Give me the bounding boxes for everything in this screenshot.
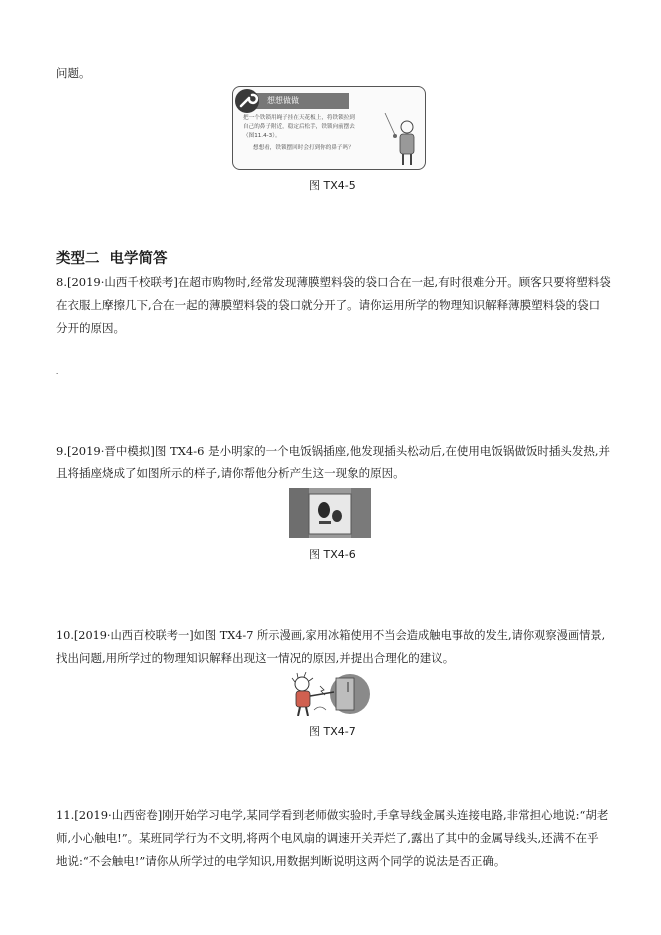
figure-caption: 图 TX4-6 (309, 548, 356, 561)
question-number: 10. (56, 629, 74, 642)
question-text: 找出问题,用所学过的物理知识解释出现这一情况的原因,并提出合理化的建议。 (56, 651, 455, 665)
figure-text-line: （图11.4-3）。 (243, 133, 281, 139)
burnt-socket-photo (289, 488, 371, 538)
wrench-icon (235, 89, 259, 113)
stray-dot: · (56, 370, 59, 378)
question-text: 如图 TX4-7 所示漫画,家用冰箱使用不当会造成触电事故的发生,请你观察漫画情景, (193, 629, 606, 642)
question-10 (56, 628, 605, 644)
question-text: 分开的原因。 (56, 321, 125, 335)
question-8 (56, 274, 611, 290)
question-source: [2019·晋中模拟] (66, 444, 155, 458)
question-source: [2019·山西密卷] (74, 808, 163, 822)
figure-text-line: 自己的鼻子附近，稳定后松手，铁锁向前摆去 (243, 124, 355, 130)
section-heading (56, 247, 168, 268)
intro-text: 问题。 (56, 66, 91, 80)
figure-text-line: 想想看，铁锁摆回时会打到你的鼻子吗？ (253, 145, 354, 151)
question-text: 刚开始学习电学,某同学看到老师做实验时,手拿导线金属头连接电路,非常担心地说:“胡老 (162, 808, 609, 822)
question-number: 8. (56, 275, 67, 289)
section-label: 类型二 (56, 251, 100, 267)
question-text: 在衣服上摩擦几下,合在一起的薄膜塑料袋的袋口就分开了。请你运用所学的物理知识解释薄膜塑料袋的袋口 (56, 298, 601, 312)
question-text: 地说:“不会触电!”请你从所学过的电学知识,用数据判断说明这两个同学的说法是否正确。 (56, 854, 506, 868)
figure-text-line: 把一个铁锁用绳子挂在天花板上，将铁锁拉到 (243, 115, 355, 121)
question-9 (56, 443, 610, 459)
figure-caption: 图 TX4-7 (309, 725, 356, 738)
question-11 (56, 807, 608, 823)
fridge-shock-cartoon (290, 672, 370, 716)
question-text: 且将插座烧成了如图所示的样子,请你帮他分析产生这一现象的原因。 (56, 466, 405, 480)
section-title: 电学简答 (109, 251, 168, 267)
figure-tx4-5 (232, 86, 426, 170)
person-pendulum-illustration (381, 113, 421, 165)
question-text: 在超市购物时,经常发现薄膜塑料袋的袋口合在一起,有时很难分开。顾客只要将塑料袋 (177, 275, 611, 289)
question-number: 9. (56, 444, 67, 458)
question-source: [2019·山西百校联考一] (73, 629, 194, 642)
question-number: 11. (56, 808, 75, 822)
question-source: [2019·山西千校联考] (66, 275, 178, 289)
question-text: 图 TX4-6 是小明家的一个电饭锅插座,他发现插头松动后,在使用电饭锅做饭时插头发热,并 (154, 444, 611, 458)
figure-badge: 想想做做 (247, 93, 349, 109)
figure-caption: 图 TX4-5 (309, 179, 356, 192)
question-text: 师,小心触电!”。某班同学行为不文明,将两个电风扇的调速开关弄烂了,露出了其中的金属导线头,还满不在乎 (56, 831, 599, 845)
